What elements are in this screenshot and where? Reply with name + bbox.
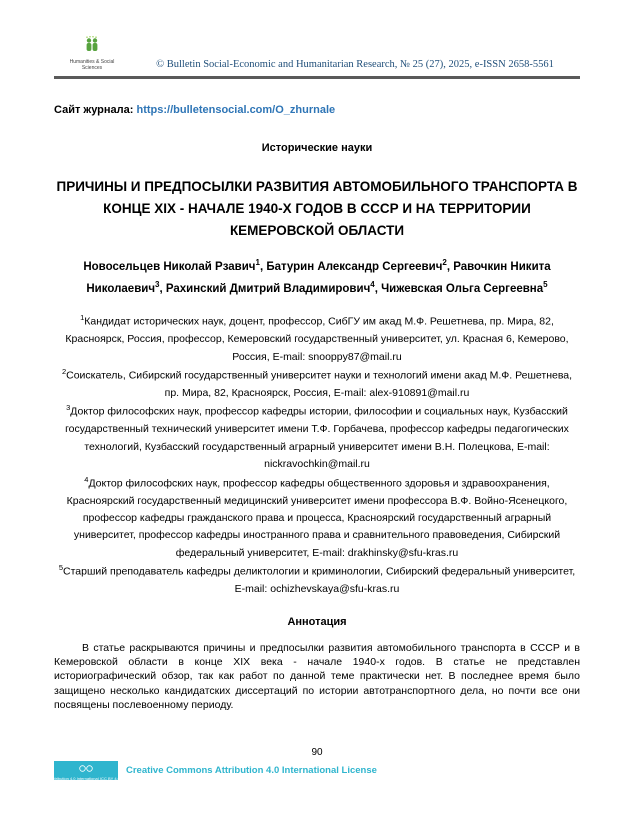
author-name: Новосельцев Николай Рзавич [83, 261, 256, 274]
site-label: Сайт журнала: [54, 103, 134, 116]
authors-line: Новосельцев Николай Рзавич$^1$, Батурин Александр Сергеевич$^2$, Равочкин Никита Николаевич$^3$, Рахинский Дмитрий Владимирович$^4$, Чижевская Ольга Сергеевна$^5$ [83, 258, 551, 295]
affiliation: $^1$Кандидат исторических наук, доцент, профессор, СибГУ им акад М.Ф. Решетнева, пр. Мира, 82, Красноярск, Россия, профессор, Кемеровский государственный университет, ул. Красная 6, Кемерово, Россия, E-mail: snooppy87@mail.ru [65, 313, 569, 363]
abstract-text: В статье раскрываются причины и предпосылки развития автомобильного транспорта в СССР и в Кемеровской области в конце XIX века - начале 1940-х годов. В статье не представлен историографический обзор, так как работ по данной теме практически нет. В последнее время было защищено несколько кандидатских диссертаций по истории автотранспортного дела, но почти все они посвящены послевоенному периоду. [54, 641, 580, 712]
page-number: 90 [311, 747, 323, 758]
affiliation: $^5$Старший преподаватель кафедры деликтологии и криминологии, Сибирский федеральный университет, E-mail: ochizhevskaya@sfu-kras.ru [58, 563, 576, 596]
abstract-heading: Аннотация [287, 615, 347, 628]
cc-icon [79, 759, 93, 777]
affiliation: $^2$Соискатель, Сибирский государственный университет науки и технологий имени акад М.Ф. Решетнева, пр. Мира, 82, Красноярск, Россия, E-mail: alex-910891@mail.ru [61, 367, 573, 400]
author-name: Батурин Александр Сергеевич [266, 261, 443, 274]
cc-badge-label: Attribution 4.0 International (CC BY 4.0) [50, 776, 122, 782]
cc-badge[interactable] [50, 761, 122, 782]
affiliation: $^4$Доктор философских наук, профессор кафедры общественного здоровья и здравоохранения, Красноярский государственный медицинский университет имени профессора В.Ф. Войно-Ясенецкого, профессор кафедры гражданского права и процесса, Красноярский государственный аграрный университет, профессор кафедры иностранного права и сравнительного правоведения, Сибирский федеральный университет, E-mail: drakhinsky@sfu-kras.ru [66, 474, 568, 559]
author-name: Рахинский Дмитрий Владимирович [165, 282, 371, 295]
journal-logo [54, 36, 130, 72]
article-title: ПРИЧИНЫ И ПРЕДПОСЫЛКИ РАЗВИТИЯ АВТОМОБИЛЬНОГО ТРАНСПОРТА В КОНЦЕ XIX - НАЧАЛЕ 1940-Х ГОДОВ В СССР И НА ТЕРРИТОРИИ КЕМЕРОВСКОЙ ОБЛАСТИ [56, 178, 578, 239]
affiliations [54, 312, 580, 598]
journal-site-line [54, 104, 580, 116]
page-footer [50, 747, 580, 782]
journal-citation: © Bulletin Social-Economic and Humanitarian Research, № 25 (27), 2025, e-ISSN 2658-5561 [156, 58, 554, 70]
affiliation: $^3$Доктор философских наук, профессор кафедры истории, философии и социальных наук, Кузбасский государственный технический университет имени Т.Ф. Горбачева, профессор кафедры педагогических технологий, Кузбасский государственный аграрный университет имени В.Н. Полецкова, E-mail: nickravochkin@mail.ru [65, 403, 569, 471]
people-icon [81, 36, 103, 59]
journal-site-link[interactable]: https://bulletensocial.com/O_zhurnale [136, 103, 336, 116]
license-row [50, 761, 580, 782]
section-heading: Исторические науки [261, 141, 373, 154]
logo-text: Humanities & Social Sciences [69, 59, 115, 72]
author-name: Чижевская Ольга Сергеевна [381, 282, 544, 295]
page-header [54, 0, 580, 72]
author-name: Равочкин Никита Николаевич [86, 261, 551, 295]
cc-license-text[interactable]: Creative Commons Attribution 4.0 International License [126, 765, 377, 776]
header-rule [54, 76, 580, 79]
